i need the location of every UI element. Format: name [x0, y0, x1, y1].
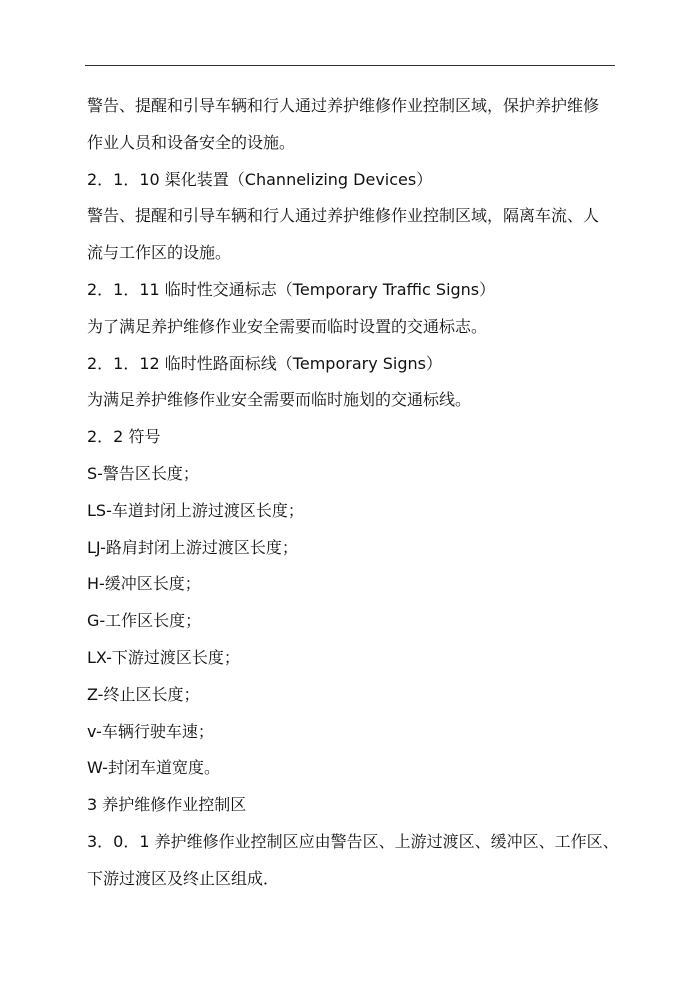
- symbol-item: LJ-路肩封闭上游过渡区长度；: [87, 537, 298, 557]
- symbol-item: LS-车道封闭上游过渡区长度；: [87, 500, 304, 520]
- section-heading: 2．1．12 临时性路面标线（Temporary Signs）: [87, 353, 442, 373]
- text-line: 3．0．1 养护维修作业控制区应由警告区、上游过渡区、缓冲区、工作区、: [87, 831, 619, 851]
- text-line: 作业人员和设备安全的设施。: [87, 132, 296, 152]
- text-line: 警告、提醒和引导车辆和行人通过养护维修作业控制区域，保护养护维修: [87, 96, 600, 115]
- symbol-item: W-封闭车道宽度。: [87, 758, 220, 778]
- symbol-item: LX-下游过渡区长度；: [87, 647, 240, 667]
- symbol-item: v-车辆行驶车速；: [87, 721, 214, 741]
- text-line: 下游过渡区及终止区组成．: [87, 868, 280, 888]
- text-line: 警告、提醒和引导车辆和行人通过养护维修作业控制区域，隔离车流、人: [87, 206, 600, 226]
- symbol-item: H-缓冲区长度；: [87, 574, 201, 594]
- text-line: 流与工作区的设施。: [87, 243, 232, 263]
- section-heading: 2．1．11 临时性交通标志（Temporary Traffic Signs）: [87, 279, 496, 299]
- section-heading: 2．2 符号: [87, 427, 161, 447]
- text-line: 为满足养护维修作业安全需要而临时施划的交通标线。: [87, 390, 472, 410]
- header-rule: [85, 65, 615, 66]
- text-line: 为了满足养护维修作业安全需要而临时设置的交通标志。: [87, 316, 488, 336]
- section-heading: 2．1．10 渠化装置（Channelizing Devices）: [87, 169, 433, 189]
- symbol-item: G-工作区长度；: [87, 611, 202, 631]
- chapter-heading: 3 养护维修作业控制区: [87, 795, 247, 815]
- symbol-item: Z-终止区长度；: [87, 684, 200, 704]
- document-body: [87, 88, 617, 898]
- symbol-item: S-警告区长度；: [87, 463, 199, 483]
